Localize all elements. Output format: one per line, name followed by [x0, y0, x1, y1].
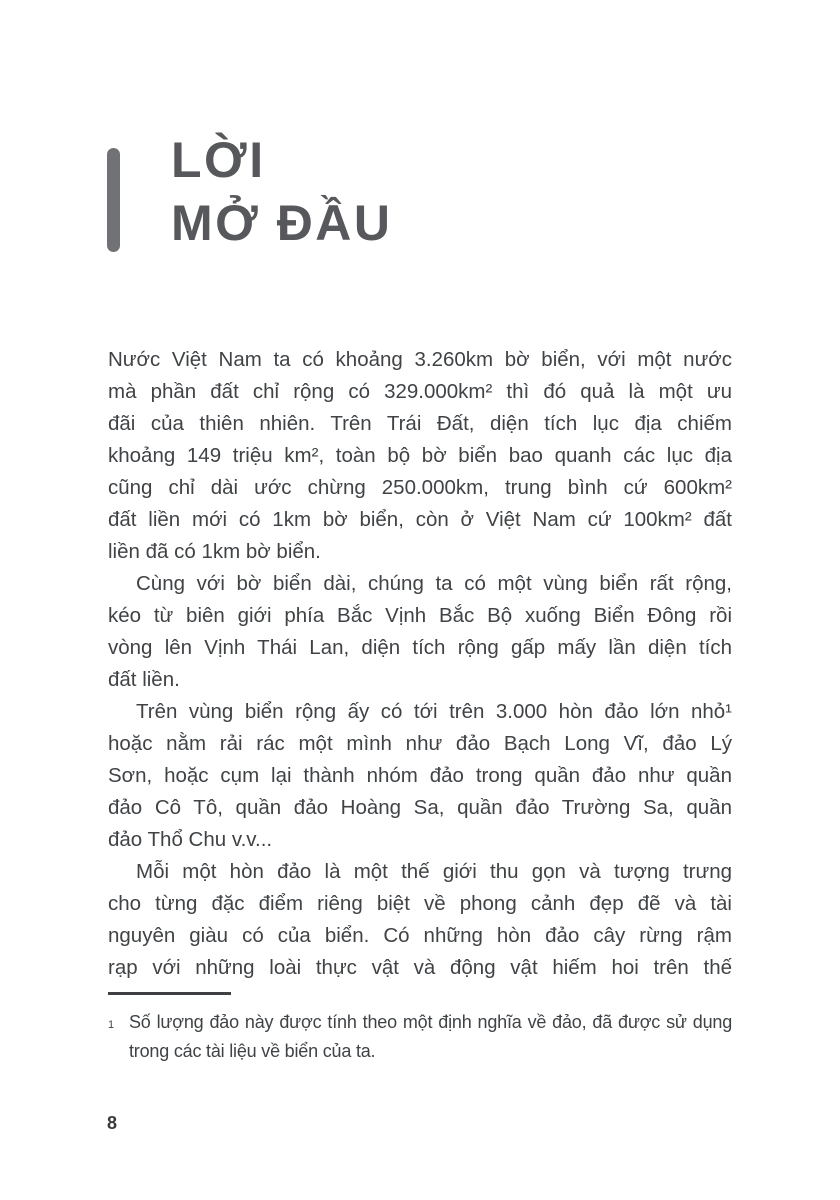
footnote-marker: 1: [108, 1019, 114, 1031]
text-line: kéo từ biên giới phía Bắc Vịnh Bắc Bộ xuống Biển Đông rồi: [108, 604, 732, 627]
text-line: đất liền mới có 1km bờ biển, còn ở Việt Nam cứ 100km² đất: [108, 508, 732, 531]
page-number: 8: [107, 1113, 118, 1133]
text-line: cũng chỉ dài ước chừng 250.000km, trung bình cứ 600km²: [108, 476, 732, 499]
text-line: đất liền.: [108, 668, 180, 691]
text-line: đảo Thổ Chu v.v...: [108, 828, 273, 851]
page-title: [171, 129, 393, 255]
text-line: vòng lên Vịnh Thái Lan, diện tích rộng gấp mấy lần diện tích: [108, 636, 732, 659]
text-line: rạp với những loài thực vật và động vật hiếm hoi trên thế: [108, 956, 732, 979]
paragraph-3: [108, 696, 732, 856]
text-line: đãi của thiên nhiên. Trên Trái Đất, diện tích lục địa chiếm: [108, 412, 732, 435]
text-line: Cùng với bờ biển dài, chúng ta có một vùng biển rất rộng,: [136, 572, 732, 595]
footnote-divider: [108, 992, 231, 995]
text-line: Sơn, hoặc cụm lại thành nhóm đảo trong quần đảo như quần: [108, 764, 732, 787]
text-line: liền đã có 1km bờ biển.: [108, 540, 321, 563]
text-line: mà phần đất chỉ rộng có 329.000km² thì đó quả là một ưu: [108, 380, 732, 403]
title-line-2: MỞ ĐẦU: [171, 195, 393, 251]
text-line: Trên vùng biển rộng ấy có tới trên 3.000 hòn đảo lớn nhỏ¹: [136, 700, 732, 723]
text-line: khoảng 149 triệu km², toàn bộ bờ biển bao quanh các lục địa: [108, 444, 732, 467]
paragraph-2: [108, 568, 732, 696]
footnote-line: Số lượng đảo này được tính theo một định nghĩa về đảo, đã được sử dụng: [129, 1012, 732, 1032]
text-line: đảo Cô Tô, quần đảo Hoàng Sa, quần đảo Trường Sa, quần: [108, 796, 732, 819]
footnote: [108, 1008, 732, 1066]
text-line: Nước Việt Nam ta có khoảng 3.260km bờ biển, với một nước: [108, 348, 732, 371]
text-line: Mỗi một hòn đảo là một thế giới thu gọn và tượng trưng: [136, 860, 732, 883]
text-line: nguyên giàu có của biển. Có những hòn đảo cây rừng rậm: [108, 924, 732, 947]
paragraph-1: [108, 344, 732, 568]
text-line: hoặc nằm rải rác một mình như đảo Bạch Long Vĩ, đảo Lý: [108, 732, 732, 755]
footnote-line: trong các tài liệu về biển của ta.: [129, 1041, 376, 1061]
title-accent-bar: [107, 148, 120, 252]
body-text: [108, 344, 732, 984]
title-line-1: LỜI: [171, 132, 266, 188]
text-line: cho từng đặc điểm riêng biệt về phong cảnh đẹp đẽ và tài: [108, 892, 732, 915]
paragraph-4: [108, 856, 732, 984]
